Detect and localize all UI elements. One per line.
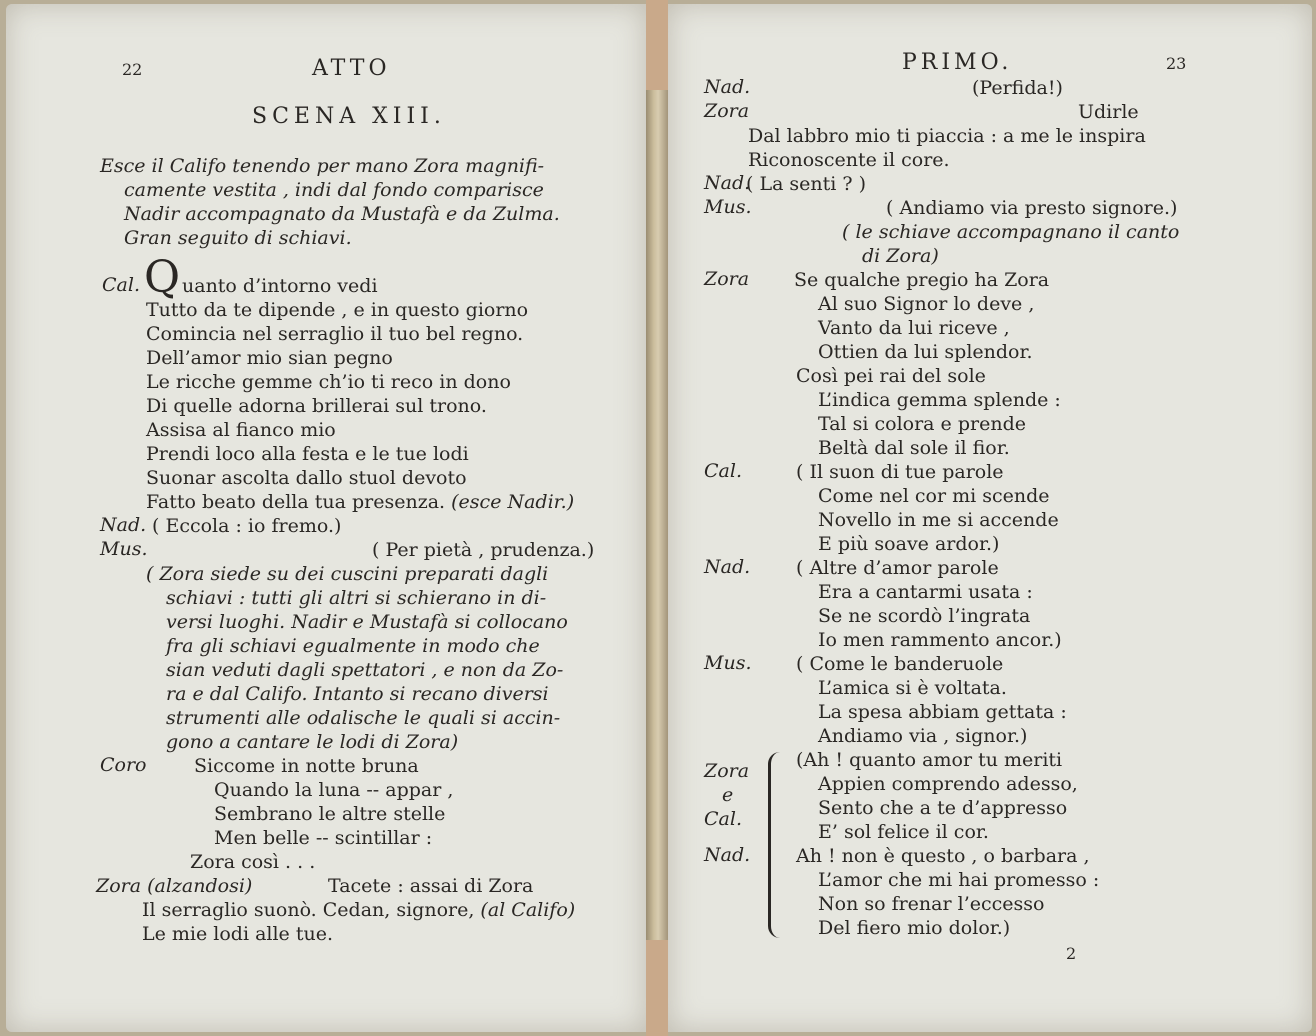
verse-line: Se qualche pregio ha Zora xyxy=(794,269,1050,291)
verse-line: Andiamo via , signor.) xyxy=(818,725,1028,747)
verse-line: L’amor che mi hai promesso : xyxy=(818,869,1100,891)
verse-line: Appien comprendo adesso, xyxy=(818,773,1078,795)
speaker-zora: Zora xyxy=(704,100,750,122)
verse-line: Di quelle adorna brillerai sul trono. xyxy=(146,395,487,417)
verse-line: Come nel cor mi scende xyxy=(818,485,1050,507)
verse-line: Al suo Signor lo deve , xyxy=(818,293,1035,315)
verse-line: Tacete : assai di Zora xyxy=(328,875,534,897)
verse-line: Men belle -- scintillar : xyxy=(214,827,433,849)
stage-direction-line: di Zora) xyxy=(862,245,939,267)
verse-line: Del fiero mio dolor.) xyxy=(818,917,1011,939)
speaker-nad: Nad. xyxy=(704,556,751,578)
verse-line: (Perfida!) xyxy=(972,77,1063,99)
verse-line: Beltà dal sole il fior. xyxy=(818,437,1010,459)
stage-direction-line: Esce il Califo tenendo per mano Zora magnifi- xyxy=(100,155,545,177)
stage-direction-line: fra gli schiavi egualmente in modo che xyxy=(166,635,540,657)
verse-line xyxy=(146,490,574,514)
verse-line: ( Come le banderuole xyxy=(796,653,1004,675)
stage-direction-inline: (alzandosi) xyxy=(147,875,253,897)
stage-direction-line: schiavi : tutti gli altri si schierano in di- xyxy=(166,587,547,609)
stage-direction-line: ( le schiave accompagnano il canto xyxy=(842,221,1180,243)
verse-line: (Ah ! quanto amor tu meriti xyxy=(796,749,1063,771)
verse-line: Tutto da te dipende , e in questo giorno xyxy=(146,299,529,321)
speaker-cal: Cal. xyxy=(704,808,742,830)
exit-direction: (esce Nadir.) xyxy=(451,491,575,513)
right-running-header: PRIMO. xyxy=(902,50,1013,75)
verse-line: Le ricche gemme ch’io ti reco in dono xyxy=(146,371,511,393)
verse-line: Se ne scordò l’ingrata xyxy=(818,605,1031,627)
verse-text: Il serraglio suonò. Cedan, signore, xyxy=(142,899,475,921)
verse-line: Riconoscente il core. xyxy=(748,149,950,171)
verse-line: Dal labbro mio ti piaccia : a me le inspira xyxy=(748,125,1146,147)
stage-direction-line: Gran seguito di schiavi. xyxy=(124,227,352,249)
stage-direction-inline: (al Califo) xyxy=(480,899,576,921)
speaker-mus: Mus. xyxy=(704,652,752,674)
verse-line: Tal si colora e prende xyxy=(818,413,1026,435)
left-page-number: 22 xyxy=(122,60,143,79)
left-running-header: ATTO xyxy=(312,56,391,81)
verse-line: Prendi loco alla festa e le tue lodi xyxy=(146,443,469,465)
verse-line: Sento che a te d’appresso xyxy=(818,797,1068,819)
verse-line: Dell’amor mio sian pegno xyxy=(146,347,393,369)
verse-line: Udirle xyxy=(1078,101,1139,123)
speaker-nad: Nad. xyxy=(100,514,147,536)
verse-line: Sembrano le altre stelle xyxy=(214,803,446,825)
verse-line xyxy=(142,898,575,922)
signature-mark: 2 xyxy=(1066,944,1077,963)
verse-text: Fatto beato della tua presenza. xyxy=(146,491,446,513)
scene-title: SCENA XIII. xyxy=(252,104,446,129)
stage-direction-line: camente vestita , indi dal fondo comparisce xyxy=(124,179,544,201)
verse-line: Così pei rai del sole xyxy=(796,365,986,387)
verse-line: Novello in me si accende xyxy=(818,509,1059,531)
stage-direction-line: gono a cantare le lodi di Zora) xyxy=(166,731,459,753)
speaker-cal: Cal. xyxy=(102,274,140,296)
stage-direction-line: versi luoghi. Nadir e Mustafà si collocano xyxy=(166,611,568,633)
verse-line: ( La senti ? ) xyxy=(746,173,867,195)
verse-line: ( Andiamo via presto signore.) xyxy=(886,197,1178,219)
verse-line: Suonar ascolta dallo stuol devoto xyxy=(146,467,467,489)
verse-line: Io men rammento ancor.) xyxy=(818,629,1062,651)
speaker-coro: Coro xyxy=(100,754,147,776)
verse-line: L’indica gemma splende : xyxy=(818,389,1061,411)
stage-direction-line: strumenti alle odalische le quali si accin- xyxy=(166,707,561,729)
verse-line: Quando la luna -- appar , xyxy=(214,779,454,801)
speaker-nad: Nad. xyxy=(704,172,751,194)
verse-line: La spesa abbiam gettata : xyxy=(818,701,1067,723)
verse-line: Ottien da lui splendor. xyxy=(818,341,1033,363)
verse-line: Comincia nel serraglio il tuo bel regno. xyxy=(146,323,524,345)
verse-line: Zora così . . . xyxy=(190,851,316,873)
stage-direction-line: sian veduti dagli spettatori , e non da Zo- xyxy=(166,659,564,681)
verse-line: Vanto da lui riceve , xyxy=(818,317,1010,339)
verse-line: Assisa al fianco mio xyxy=(146,419,336,441)
stage-direction-line: ra e dal Califo. Intanto si recano diversi xyxy=(166,683,549,705)
verse-line: L’amica si è voltata. xyxy=(818,677,1007,699)
speaker-mus: Mus. xyxy=(704,196,752,218)
verse-line: ( Eccola : io fremo.) xyxy=(152,515,342,537)
right-page-number: 23 xyxy=(1166,54,1187,73)
speaker-brace xyxy=(768,752,785,938)
verse-line: uanto d’intorno vedi xyxy=(182,275,378,297)
spine-band-top xyxy=(646,0,668,90)
speaker-mus: Mus. xyxy=(100,538,148,560)
speaker-cal: Cal. xyxy=(704,460,742,482)
verse-line xyxy=(96,874,252,898)
verse-line: E più soave ardor.) xyxy=(818,533,1000,555)
book-gutter xyxy=(646,0,668,1036)
verse-line: Siccome in notte bruna xyxy=(194,755,419,777)
verse-line: ( Per pietà , prudenza.) xyxy=(372,539,595,561)
verse-line: E’ sol felice il cor. xyxy=(818,821,989,843)
speaker-nad: Nad. xyxy=(704,844,751,866)
speaker-zora: Zora xyxy=(96,875,142,897)
stage-direction-line: ( Zora siede su dei cuscini preparati dagli xyxy=(146,563,549,585)
speaker-nad: Nad. xyxy=(704,76,751,98)
verse-line: Le mie lodi alle tue. xyxy=(142,923,333,945)
drop-cap: Q xyxy=(144,252,181,303)
stage-direction-line: Nadir accompagnato da Mustafà e da Zulma. xyxy=(124,203,560,225)
verse-line: Non so frenar l’eccesso xyxy=(818,893,1045,915)
speaker-zora: Zora xyxy=(704,268,750,290)
verse-line: Ah ! non è questo , o barbara , xyxy=(796,845,1090,867)
verse-line: Era a cantarmi usata : xyxy=(818,581,1033,603)
speaker-zora: Zora xyxy=(704,760,750,782)
speaker-conjunction: e xyxy=(722,784,734,806)
spine-band-bottom xyxy=(646,940,668,1036)
verse-line: ( Il suon di tue parole xyxy=(796,461,1004,483)
verse-line: ( Altre d’amor parole xyxy=(796,557,999,579)
